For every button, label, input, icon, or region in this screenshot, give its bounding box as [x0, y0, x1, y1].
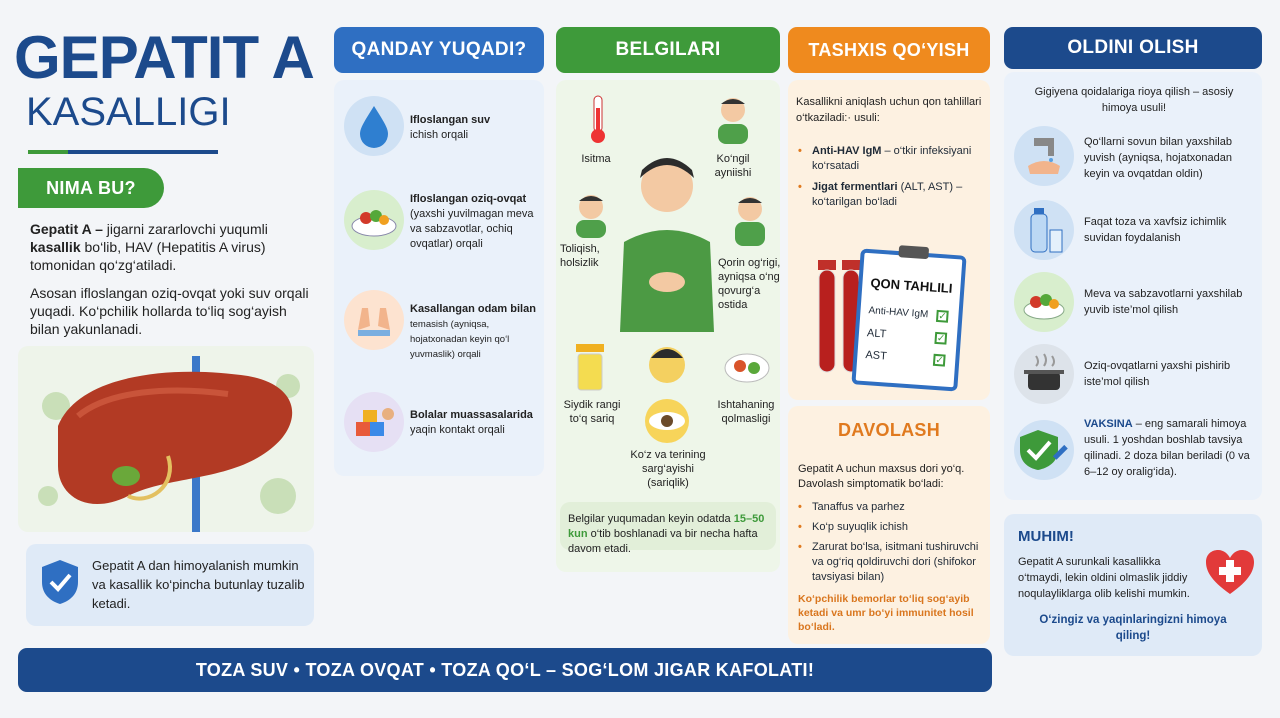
treatment-intro: Gepatit A uchun maxsus dori yo‘q. Davolash simptomatik bo‘ladi:	[798, 463, 965, 490]
food-bowl-icon	[344, 190, 404, 250]
clipboard-row: AST	[865, 349, 888, 363]
transmission-item-text: Kasallangan odam bilan temasish (ayniqsa, hojatxonadan keyin qo‘l yuvmaslik) orqali	[410, 303, 536, 360]
sick-person-icon	[612, 152, 722, 332]
prevention-item-text: Faqat toza va xavfsiz ichimlik suvidan foydalanish	[1084, 216, 1227, 244]
transmission-header: QANDAY YUQADI?	[334, 27, 544, 73]
thermometer-icon	[586, 94, 610, 146]
urine-cup-icon	[572, 342, 608, 392]
diagnosis-intro: Kasallikni aniqlash uchun qon tahlillari o‘tkaziladi:· usuli:	[796, 96, 982, 124]
prevention-item-text: VAKSINA – eng samarali himoya usuli. 1 yoshdan boshlab tavsiya qilinadi. 2 doza bilan beriladi (0 va 6–12 oy oralig‘ida).	[1084, 418, 1250, 478]
what-header: NIMA BU?	[18, 168, 164, 208]
diagnosis-header: TASHXIS QO‘YISH	[788, 27, 990, 73]
water-bottle-icon	[1014, 200, 1074, 260]
check-icon: ✓	[936, 332, 946, 345]
transmission-item-text: Ifloslangan oziq-ovqat (yaxshi yuvilmagan meva va sabzavotlar, ochiq ovqatlar) orqali	[410, 193, 534, 250]
treatment-header: DAVOLASH	[837, 419, 941, 440]
title-underline-accent	[28, 150, 68, 154]
title-line1: GEPATIT A	[14, 24, 314, 91]
shield-note-text: Gepatit A dan himoyalanish mumkin va kasallik ko‘pincha butunlay tuzalib ketadi.	[92, 558, 305, 611]
symptom-fever-label: Isitma	[581, 153, 611, 165]
water-drop-icon	[344, 96, 404, 156]
heart-icon	[1204, 548, 1256, 596]
fruit-bowl-icon	[1014, 272, 1074, 332]
abdominal-pain-icon	[730, 194, 770, 248]
important-header: MUHIM!	[1018, 528, 1074, 545]
symptoms-note: Belgilar yuqumadan keyin odatda 15–50 kun o‘tib boshlanadi va bir necha hafta davom etadi.	[560, 502, 776, 550]
hands-icon	[344, 290, 404, 350]
clipboard-title: QON TAHLILI	[869, 275, 953, 296]
footer-banner: TOZA SUV • TOZA OVQAT • TOZA QO‘L – SOG‘LOM JIGAR KAFOLATI!	[18, 648, 992, 692]
vaccine-icon	[1014, 420, 1074, 480]
shield-icon	[40, 558, 80, 606]
treatment-note: Ko‘pchilik bemorlar to‘liq sog‘ayib ketadi va umr bo‘yi immunitet hosil bo‘ladi.	[798, 593, 974, 633]
clipboard	[851, 248, 966, 391]
diagnosis-list	[798, 144, 984, 215]
important-text: Gepatit A surunkali kasallikka o‘tmaydi, lekin oldini olmaslik jiddiy noqulayliklarga olib kelishi mumkin.	[1018, 556, 1190, 600]
shield-note-box	[26, 544, 314, 626]
prevention-item-text: Qo‘llarni sovun bilan yaxshilab yuvish (ayniqsa, hojatxonadan keyin va ovqatdan oldin)	[1084, 136, 1232, 180]
important-cta: O‘zingiz va yaqinlaringizni himoya qiling!	[1039, 614, 1227, 642]
diagnosis-item: • Jigat fermentlari (ALT, AST) – ko‘tarilgan bo‘ladi	[798, 180, 984, 210]
what-paragraph-1: Gepatit A – jigarni zararlovchi yuqumli kasallik bo‘lib, HAV (Hepatitis A virus) tomonidan qo‘zg‘atiladi.	[30, 221, 268, 273]
prevention-item-text: Oziq-ovqatlarni yaxshi pishirib iste’mol qilish	[1084, 360, 1231, 388]
treatment-list	[798, 500, 984, 590]
treatment-item: • Zarurat bo‘lsa, isitmani tushiruvchi va og‘riq qoldiruvchi dori (shifokor tavsiyasi bilan)	[798, 540, 984, 585]
symptom-abdominal-pain-label: Qorin og‘rigi, ayniqsa o‘ng qovurg‘a ostida	[718, 257, 781, 311]
symptoms-header: BELGILARI	[556, 27, 780, 73]
title-line2: KASALLIGI	[26, 90, 231, 134]
transmission-item-text: Bolalar muassasalarida yaqin kontakt orqali	[410, 409, 533, 436]
clipboard-clip	[898, 245, 929, 259]
symptom-nausea-label: Ko‘ngil ayniishi	[714, 153, 752, 179]
prevention-item-text: Meva va sabzavotlarni yaxshilab yuvib iste’mol qilish	[1084, 288, 1243, 316]
clipboard-row: ALT	[866, 327, 887, 341]
yellow-face-icon	[646, 342, 688, 388]
nausea-icon	[712, 94, 754, 146]
check-icon: ✓	[934, 354, 944, 367]
liver-icon	[18, 346, 314, 532]
liver-illustration	[18, 346, 314, 532]
what-paragraph-2: Asosan ifloslangan oziq-ovqat yoki suv orqali yuqadi. Ko‘pchilik hollarda to‘liq sog‘ayish bilan yakunlanadi.	[30, 285, 309, 337]
prevention-intro: Gigiyena qoidalariga rioya qilish – asosiy himoya usuli!	[1034, 86, 1234, 114]
symptom-urine-label: Siydik rangi to‘q sariq	[563, 399, 621, 425]
symptom-jaundice-label: Ko‘z va terining sarg‘ayishi (sariqlik)	[630, 449, 706, 489]
handwash-icon	[1014, 126, 1074, 186]
treatment-item: • Tanaffus va parhez	[798, 500, 984, 515]
symptom-fatigue-label: Toliqish, holsizlik	[560, 243, 600, 269]
check-icon: ✓	[937, 311, 948, 323]
fatigue-icon	[570, 192, 612, 238]
treatment-item: • Ko‘p suyuqlik ichish	[798, 520, 984, 535]
toys-icon	[344, 392, 404, 452]
yellow-eye-icon	[642, 398, 692, 444]
prevention-header: OLDINI OLISH	[1004, 27, 1262, 69]
symptom-appetite-label: Ishtahaning qolmasligi	[717, 399, 775, 425]
transmission-item-text: Ifloslangan suv ichish orqali	[410, 114, 491, 141]
clipboard-row: Anti-HAV IgM	[868, 305, 929, 321]
diagnosis-item: • Anti-HAV IgM – o‘tkir infeksiyani ko‘rsatadi	[798, 144, 984, 174]
cooking-pot-icon	[1014, 344, 1074, 404]
plate-icon	[722, 346, 772, 386]
title-block	[14, 26, 324, 156]
